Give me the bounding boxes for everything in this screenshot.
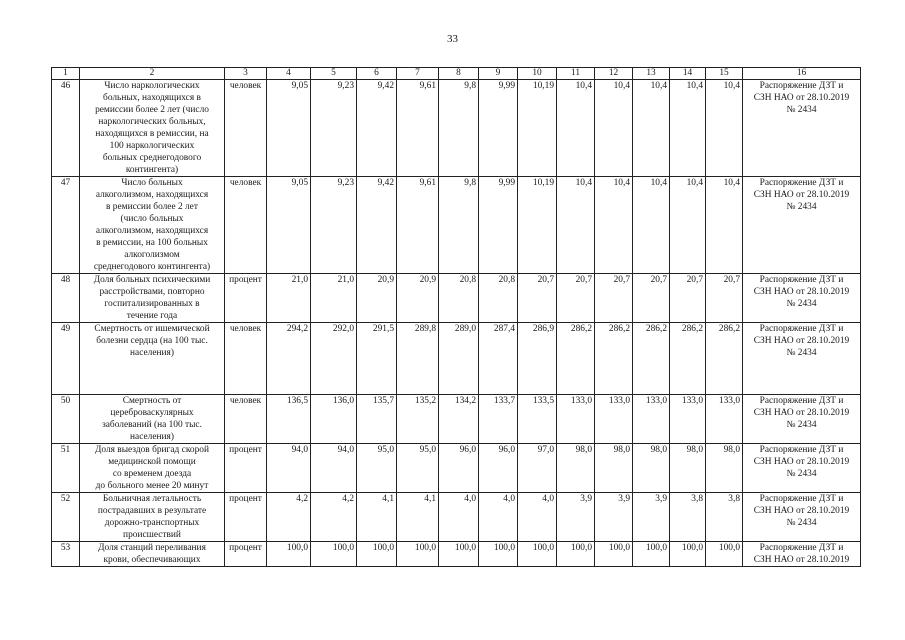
value-cell: 134,2 <box>439 395 479 444</box>
value-cell: 9,23 <box>311 177 357 274</box>
value-cell: 10,4 <box>557 80 595 177</box>
indicator-name-line: наркологических больных, <box>98 117 206 127</box>
header-cell: 6 <box>357 68 397 80</box>
value-cell: 94,0 <box>311 444 357 493</box>
unit: человек <box>225 177 267 274</box>
source-document-line: СЗН НАО от 28.10.2019 <box>753 93 850 103</box>
unit: процент <box>225 274 267 323</box>
indicator-name-line: алкоголизмом, находящихся <box>95 190 209 200</box>
indicator-name-line: госпитализированных в <box>104 299 200 309</box>
indicator-name-line: болезни сердца (на 100 тыс. <box>96 336 208 346</box>
row-number: 47 <box>52 177 80 274</box>
value-cell: 21,0 <box>311 274 357 323</box>
value-cell: 10,4 <box>595 177 633 274</box>
value-cell: 3,9 <box>557 493 595 542</box>
table-row <box>52 80 861 177</box>
value-cell: 20,7 <box>595 274 633 323</box>
value-cell: 4,0 <box>518 493 557 542</box>
indicator-name <box>80 542 225 567</box>
indicator-name-line: населения) <box>130 348 174 358</box>
value-cell: 100,0 <box>311 542 357 567</box>
value-cell: 21,0 <box>267 274 311 323</box>
table-row <box>52 274 861 323</box>
value-cell: 98,0 <box>670 444 706 493</box>
value-cell: 100,0 <box>397 542 439 567</box>
source-document-line: Распоряжение ДЗТ и <box>759 543 844 553</box>
value-cell: 20,7 <box>670 274 706 323</box>
value-cell: 286,2 <box>595 323 633 395</box>
value-cell: 100,0 <box>557 542 595 567</box>
value-cell: 98,0 <box>706 444 743 493</box>
table-row <box>52 395 861 444</box>
value-cell: 10,4 <box>557 177 595 274</box>
header-row <box>52 68 861 80</box>
source-document-line: СЗН НАО от 28.10.2019 <box>753 287 850 297</box>
source-document-line: № 2434 <box>786 420 817 430</box>
table-row <box>52 444 861 493</box>
indicator-name-line: расстройствами, повторно <box>99 287 205 297</box>
value-cell: 135,2 <box>397 395 439 444</box>
indicator-name-line: крови, обеспечивающих <box>103 555 201 565</box>
source-document-line: № 2434 <box>786 202 817 212</box>
value-cell: 9,61 <box>397 177 439 274</box>
value-cell: 10,4 <box>670 177 706 274</box>
indicator-name-line: течение года <box>126 311 178 321</box>
value-cell: 100,0 <box>670 542 706 567</box>
header-cell: 15 <box>706 68 743 80</box>
value-cell: 292,0 <box>311 323 357 395</box>
indicator-name <box>80 177 225 274</box>
indicator-name-line: медицинской помощи <box>108 457 196 467</box>
unit: процент <box>225 444 267 493</box>
header-cell: 1 <box>52 68 80 80</box>
header-cell: 9 <box>479 68 518 80</box>
value-cell: 10,4 <box>706 177 743 274</box>
value-cell: 3,9 <box>595 493 633 542</box>
indicator-name-line: находящихся в ремиссии, на <box>95 129 209 139</box>
indicator-name-line: заболеваний (на 100 тыс. <box>102 420 202 430</box>
unit: процент <box>225 542 267 567</box>
indicator-name-line: Доля больных психическими <box>93 275 211 285</box>
header-cell: 2 <box>80 68 225 80</box>
indicator-name-line: со временем доезда <box>112 469 192 479</box>
header-cell: 7 <box>397 68 439 80</box>
value-cell: 133,0 <box>670 395 706 444</box>
value-cell: 9,05 <box>267 177 311 274</box>
source-document-line: Распоряжение ДЗТ и <box>759 324 844 334</box>
indicator-name-line: Доля выездов бригад скорой <box>95 445 209 455</box>
unit: человек <box>225 80 267 177</box>
source-document-line: СЗН НАО от 28.10.2019 <box>753 555 850 565</box>
source-document <box>743 542 861 567</box>
value-cell: 286,9 <box>518 323 557 395</box>
source-document-line: Распоряжение ДЗТ и <box>759 396 844 406</box>
value-cell: 4,0 <box>439 493 479 542</box>
value-cell: 291,5 <box>357 323 397 395</box>
value-cell: 100,0 <box>518 542 557 567</box>
value-cell: 98,0 <box>595 444 633 493</box>
header-cell: 3 <box>225 68 267 80</box>
value-cell: 96,0 <box>479 444 518 493</box>
indicator-name-line: ремиссии более 2 лет (число <box>95 105 209 115</box>
source-document <box>743 323 861 395</box>
indicator-name-line: пострадавших в результате <box>97 506 207 516</box>
indicator-name-line: алкоголизмом, находящихся <box>95 226 209 236</box>
value-cell: 9,05 <box>267 80 311 177</box>
value-cell: 9,99 <box>479 80 518 177</box>
row-number: 46 <box>52 80 80 177</box>
value-cell: 4,1 <box>357 493 397 542</box>
value-cell: 98,0 <box>633 444 670 493</box>
value-cell: 95,0 <box>357 444 397 493</box>
row-number: 51 <box>52 444 80 493</box>
value-cell: 9,8 <box>439 80 479 177</box>
value-cell: 133,0 <box>557 395 595 444</box>
value-cell: 20,7 <box>557 274 595 323</box>
value-cell: 135,7 <box>357 395 397 444</box>
indicator-name-line: Больничная летальность <box>102 494 202 504</box>
source-document <box>743 444 861 493</box>
value-cell: 20,7 <box>633 274 670 323</box>
value-cell: 10,4 <box>633 80 670 177</box>
value-cell: 97,0 <box>518 444 557 493</box>
indicator-name-line: больных, находящихся в <box>103 93 201 103</box>
row-number: 48 <box>52 274 80 323</box>
value-cell: 20,7 <box>706 274 743 323</box>
row-number: 49 <box>52 323 80 395</box>
header-cell: 5 <box>311 68 357 80</box>
value-cell: 286,2 <box>670 323 706 395</box>
row-number: 53 <box>52 542 80 567</box>
source-document-line: Распоряжение ДЗТ и <box>759 445 844 455</box>
value-cell: 4,2 <box>311 493 357 542</box>
value-cell: 100,0 <box>357 542 397 567</box>
value-cell: 20,9 <box>397 274 439 323</box>
value-cell: 133,5 <box>518 395 557 444</box>
indicator-name <box>80 493 225 542</box>
value-cell: 10,19 <box>518 177 557 274</box>
source-document <box>743 177 861 274</box>
value-cell: 4,1 <box>397 493 439 542</box>
value-cell: 10,4 <box>633 177 670 274</box>
value-cell: 4,2 <box>267 493 311 542</box>
value-cell: 10,4 <box>670 80 706 177</box>
value-cell: 10,4 <box>595 80 633 177</box>
indicator-name-line: Смертность от <box>122 396 182 406</box>
source-document <box>743 493 861 542</box>
value-cell: 20,7 <box>518 274 557 323</box>
value-cell: 289,0 <box>439 323 479 395</box>
value-cell: 3,8 <box>706 493 743 542</box>
indicator-name <box>80 274 225 323</box>
indicator-name <box>80 323 225 395</box>
value-cell: 136,5 <box>267 395 311 444</box>
header-cell: 4 <box>267 68 311 80</box>
value-cell: 133,0 <box>706 395 743 444</box>
indicator-name-line: в ремиссии более 2 лет <box>106 202 198 212</box>
indicator-name <box>80 395 225 444</box>
source-document <box>743 274 861 323</box>
source-document-line: № 2434 <box>786 518 817 528</box>
unit: человек <box>225 395 267 444</box>
value-cell: 20,9 <box>357 274 397 323</box>
indicator-name-line: 100 наркологических <box>109 141 195 151</box>
value-cell: 133,0 <box>595 395 633 444</box>
source-document-line: № 2434 <box>786 105 817 115</box>
indicator-name-line: населения) <box>130 432 174 442</box>
unit: процент <box>225 493 267 542</box>
indicator-name-line: алкоголизмом <box>124 250 180 260</box>
value-cell: 96,0 <box>439 444 479 493</box>
source-document <box>743 80 861 177</box>
value-cell: 9,8 <box>439 177 479 274</box>
source-document-line: Распоряжение ДЗТ и <box>759 494 844 504</box>
value-cell: 289,8 <box>397 323 439 395</box>
value-cell: 100,0 <box>479 542 518 567</box>
source-document-line: СЗН НАО от 28.10.2019 <box>753 506 850 516</box>
indicator-name-line: дорожно-транспортных <box>104 518 200 528</box>
value-cell: 10,19 <box>518 80 557 177</box>
indicator-name-line: цереброваскулярных <box>110 408 194 418</box>
indicator-name-line: в ремиссии, на 100 больных <box>96 238 208 248</box>
value-cell: 287,4 <box>479 323 518 395</box>
value-cell: 3,9 <box>633 493 670 542</box>
value-cell: 133,7 <box>479 395 518 444</box>
value-cell: 10,4 <box>706 80 743 177</box>
value-cell: 133,0 <box>633 395 670 444</box>
source-document-line: СЗН НАО от 28.10.2019 <box>753 190 850 200</box>
value-cell: 9,42 <box>357 177 397 274</box>
source-document-line: СЗН НАО от 28.10.2019 <box>753 336 850 346</box>
value-cell: 4,0 <box>479 493 518 542</box>
indicator-name <box>80 80 225 177</box>
source-document-line: № 2434 <box>786 469 817 479</box>
indicator-name-line: среднегодового контингента) <box>93 262 211 272</box>
value-cell: 286,2 <box>706 323 743 395</box>
header-cell: 8 <box>439 68 479 80</box>
value-cell: 100,0 <box>439 542 479 567</box>
value-cell: 3,8 <box>670 493 706 542</box>
value-cell: 294,2 <box>267 323 311 395</box>
header-cell: 11 <box>557 68 595 80</box>
table-row <box>52 323 861 395</box>
value-cell: 94,0 <box>267 444 311 493</box>
value-cell: 100,0 <box>595 542 633 567</box>
source-document-line: № 2434 <box>786 348 817 358</box>
value-cell: 136,0 <box>311 395 357 444</box>
indicator-name-line: Число наркологических <box>104 81 200 91</box>
row-number: 50 <box>52 395 80 444</box>
value-cell: 100,0 <box>633 542 670 567</box>
value-cell: 286,2 <box>633 323 670 395</box>
indicator-name <box>80 444 225 493</box>
indicator-name-line: (число больных <box>120 214 184 224</box>
source-document <box>743 395 861 444</box>
source-document-line: Распоряжение ДЗТ и <box>759 275 844 285</box>
header-cell: 16 <box>743 68 861 80</box>
table-row <box>52 177 861 274</box>
value-cell: 20,8 <box>479 274 518 323</box>
source-document-line: СЗН НАО от 28.10.2019 <box>753 408 850 418</box>
header-cell: 14 <box>670 68 706 80</box>
header-cell: 12 <box>595 68 633 80</box>
source-document-line: № 2434 <box>786 299 817 309</box>
unit: человек <box>225 323 267 395</box>
header-cell: 10 <box>518 68 557 80</box>
source-document-line: Распоряжение ДЗТ и <box>759 81 844 91</box>
value-cell: 9,42 <box>357 80 397 177</box>
value-cell: 100,0 <box>706 542 743 567</box>
header-cell: 13 <box>633 68 670 80</box>
value-cell: 95,0 <box>397 444 439 493</box>
indicator-name-line: Доля станций переливания <box>98 543 206 553</box>
source-document-line: СЗН НАО от 28.10.2019 <box>753 457 850 467</box>
indicator-name-line: больных среднегодового <box>102 153 202 163</box>
indicator-name-line: Число больных <box>121 178 183 188</box>
indicator-name-line: до больного менее 20 минут <box>95 481 209 491</box>
value-cell: 286,2 <box>557 323 595 395</box>
value-cell: 9,61 <box>397 80 439 177</box>
indicator-name-line: контингента) <box>125 165 179 175</box>
value-cell: 9,99 <box>479 177 518 274</box>
value-cell: 98,0 <box>557 444 595 493</box>
table-row <box>52 493 861 542</box>
page-number: 33 <box>447 33 458 45</box>
value-cell: 9,23 <box>311 80 357 177</box>
table-row <box>52 542 861 567</box>
row-number: 52 <box>52 493 80 542</box>
indicators-table <box>51 67 861 567</box>
indicator-name-line: Смертность от ишемической <box>94 324 210 334</box>
value-cell: 100,0 <box>267 542 311 567</box>
indicator-name-line: происшествий <box>123 530 181 540</box>
source-document-line: Распоряжение ДЗТ и <box>759 178 844 188</box>
value-cell: 20,8 <box>439 274 479 323</box>
